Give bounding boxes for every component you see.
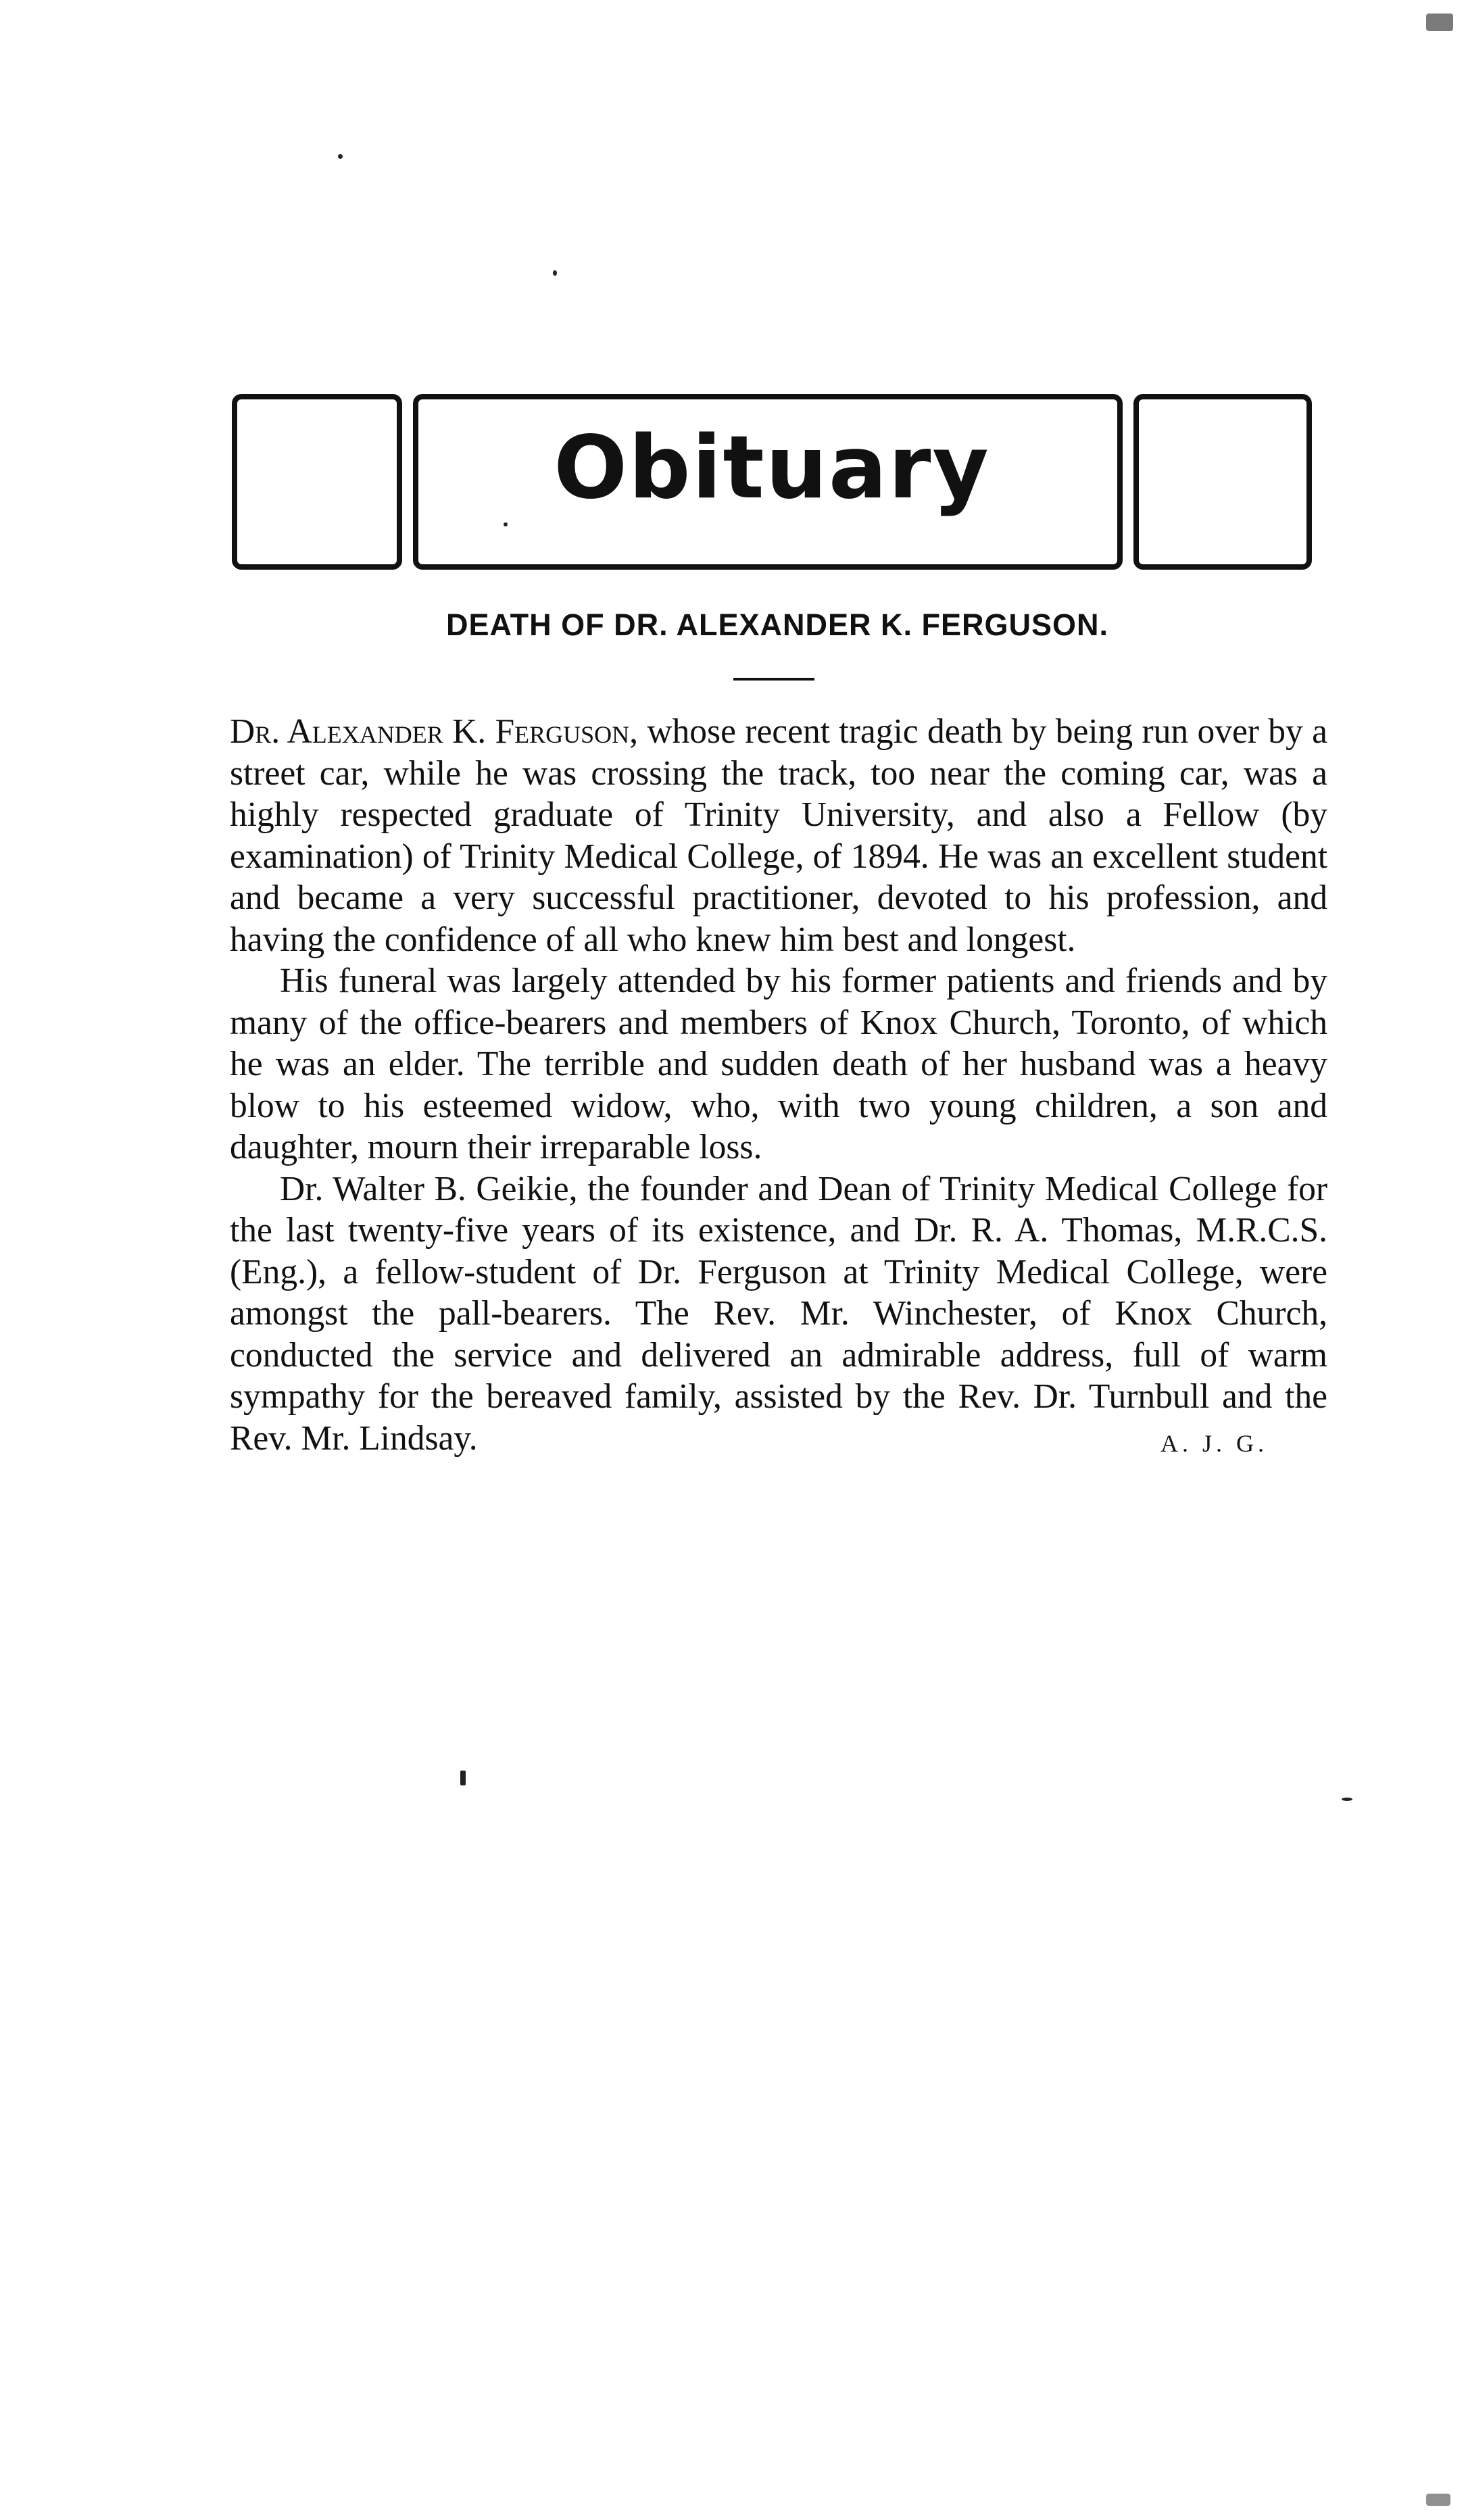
- paragraph-2: His funeral was largely attended by his former patients and friends and by many of the office-bearers and members of Knox Church, Toronto, of which he was an elder. The terrible and sudden death of her husband was a heavy blow to his esteemed widow, who, with two young children, a son and daughter, mourn their irreparable loss.: [230, 962, 1327, 1166]
- author-signature: A. J. G.: [1160, 1429, 1268, 1457]
- paragraph-1: [230, 711, 1327, 960]
- obituary-banner: [232, 394, 1312, 570]
- banner-title: Obituary: [554, 418, 990, 518]
- article-body: [230, 711, 1327, 1464]
- scan-speck: [1342, 1798, 1352, 1801]
- article-heading: DEATH OF DR. ALEXANDER K. FERGUSON.: [445, 608, 1109, 642]
- scan-speck: [338, 154, 343, 159]
- scan-speck: [504, 522, 508, 526]
- heading-rule: [733, 678, 814, 681]
- scan-speck: [460, 1771, 466, 1785]
- scan-speck: [1426, 14, 1453, 31]
- scan-speck: [553, 270, 557, 276]
- scan-speck: [1426, 2494, 1450, 2506]
- paragraph-3-text: Dr. Walter B. Geikie, the founder and Dean of Trinity Medical College for the last twenty-five years of its existence, and Dr. R. A. Thomas, M.R.C.S. (Eng.), a fellow-student of Dr. Ferguson at Trinity Medical College, were amongst the pall-bearers. The Rev. Mr. Winchester, of Knox Church, conducted the service and delivered an admirable address, full of warm sympathy for the bereaved family, assisted by the Rev. Dr. Turnbull and the Rev. Mr. Lindsay.: [230, 1169, 1327, 1458]
- paragraph-1-text: , whose recent tragic death by being run over by a street car, while he was crossing the track, too near the coming car, was a highly respected graduate of Trinity University, and also a Fellow (by examination) of Trinity Medical College, of 1894. He was an excellent student and became a very successful practitioner, devoted to his profession, and having the confidence of all who knew him best and longest.: [230, 712, 1327, 959]
- subject-name: Dr. Alexander K. Ferguson: [230, 712, 630, 751]
- paragraph-3: [230, 1168, 1327, 1460]
